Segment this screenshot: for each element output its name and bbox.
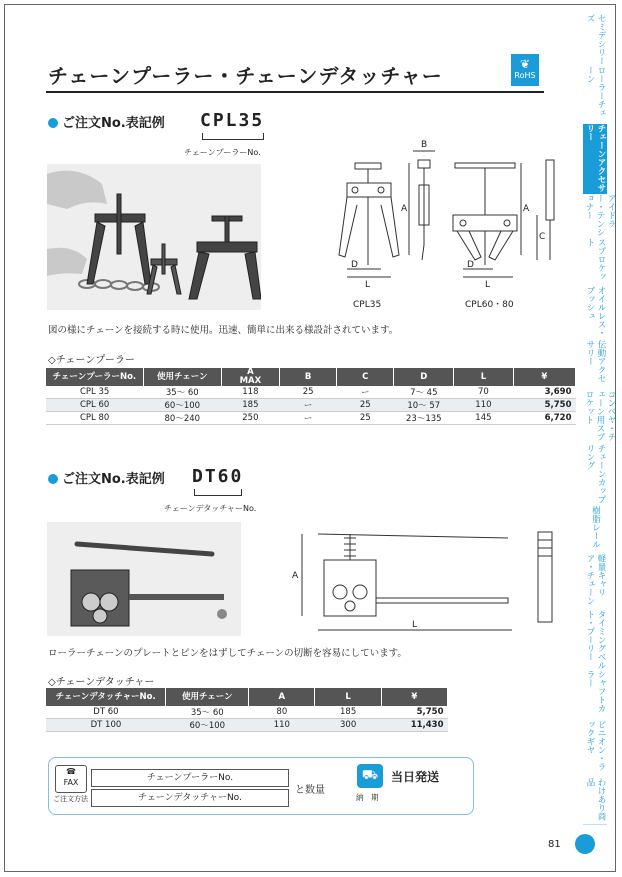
quantity-label: と数量 <box>295 785 325 796</box>
caption-cpl60-80: CPL60・80 <box>465 300 514 310</box>
sidebar-tab-roller-chain[interactable]: ローラーチェーン <box>583 66 607 125</box>
truck-icon: ⛟ <box>357 764 383 788</box>
sidebar-tab-timing-belt[interactable]: タイミングベルト・プーリー <box>585 610 606 670</box>
sidebar-tab-sprocket[interactable]: スプロケット <box>583 238 607 287</box>
table-row: CPL 80 80〜240 250 ー 25 23〜135 145 6,720 <box>46 412 576 425</box>
dim-label-l2: L <box>485 280 491 290</box>
table-row: DT 60 35〜 60 80 185 5,750 <box>46 706 448 719</box>
col-header: ¥ <box>513 368 575 386</box>
col-header: A <box>249 688 315 706</box>
chain-puller-photo <box>47 164 261 310</box>
code-bracket <box>194 489 242 496</box>
dim-label-l: L <box>412 620 418 630</box>
sidebar-tab-chain-accessory[interactable]: チェーンアクセサリー <box>583 124 607 195</box>
col-header: L <box>315 688 381 706</box>
chain-detacher-table <box>46 688 448 732</box>
col-header: C <box>337 368 394 386</box>
dim-label-c: C <box>539 232 546 242</box>
col-header: ¥ <box>381 688 447 706</box>
order-method-box <box>48 757 474 815</box>
section1-table-title: ◇チェーンプーラー <box>48 355 135 366</box>
chain-puller-diagram <box>325 135 565 315</box>
section1-description: 図の様にチェーンを接続する時に使用。迅速、簡単に出来る様設計されています。 <box>48 325 399 336</box>
dim-label-d2: D <box>467 260 474 270</box>
dim-label-a2: A <box>523 204 530 214</box>
sidebar-tab-coupling[interactable]: チェーンカップリング <box>583 444 607 507</box>
bullet-icon <box>48 474 58 484</box>
table-row: CPL 35 35〜 60 118 25 ー 7〜 45 70 3,690 <box>46 386 576 399</box>
sidebar-tab-rack-gear[interactable]: ピニオン・ラックギヤ <box>583 720 607 779</box>
section2-description: ローラーチェーンのプレートとピンをはずしてチェーンの切断を容易にしています。 <box>48 648 407 659</box>
table-row: DT 100 60〜100 110 300 11,430 <box>46 719 448 732</box>
sidebar-tab-idler[interactable]: アイドラー・テンショナー <box>583 194 607 239</box>
title-rule <box>46 91 544 93</box>
fax-caption: ご注文方法 <box>53 795 88 803</box>
dim-label-b: B <box>421 140 428 150</box>
col-header: B <box>280 368 337 386</box>
dim-label-a: A <box>401 204 408 214</box>
caption-cpl35: CPL35 <box>353 300 382 310</box>
page-title: チェーンプーラー・チェーンデタッチャー <box>48 64 443 88</box>
col-header: 使用チェーン <box>143 368 221 386</box>
chain-detacher-diagram <box>288 522 570 636</box>
page-dot <box>575 834 595 854</box>
section1-code: CPL35 <box>200 110 265 131</box>
code-bracket <box>202 133 264 140</box>
delivery-caption: 納 期 <box>356 793 379 802</box>
section2-code: DT60 <box>192 466 244 487</box>
leaf-icon: ❦ <box>519 57 531 71</box>
col-header: 使用チェーン <box>166 688 249 706</box>
sidebar-tab-resin-rail[interactable]: 樹脂レール <box>583 506 607 555</box>
sidebar-tab-oilless-bush[interactable]: オイルレス・ブッシュ <box>583 286 607 341</box>
col-header: チェーンデタッチャーNo. <box>46 688 166 706</box>
section1-code-label: チェーンプーラーNo. <box>184 148 261 157</box>
dim-label-l: L <box>365 280 371 290</box>
section2-code-label: チェーンデタッチャーNo. <box>164 504 257 513</box>
page-number: 81 <box>548 839 561 850</box>
col-header: A MAX <box>221 368 279 386</box>
col-header: チェーンプーラーNo. <box>46 368 143 386</box>
col-header: D <box>394 368 454 386</box>
sidebar-tab-transmission[interactable]: 伝動アクセサリー <box>583 340 607 391</box>
dim-label-a: A <box>292 571 299 581</box>
sidebar-tab-outlet[interactable]: わけあり商品 <box>583 778 607 825</box>
section2-table-title: ◇チェーンデタッチャー <box>48 677 155 688</box>
order-row-puller: チェーンプーラーNo. <box>91 769 289 787</box>
table-row: CPL 60 60〜100 185 ー 25 10〜 57 110 5,750 <box>46 399 576 412</box>
chain-detacher-photo <box>47 522 241 636</box>
section2-heading: ご注文No.表記例 <box>48 468 165 487</box>
bullet-icon <box>48 118 58 128</box>
order-row-detacher: チェーンデタッチャーNo. <box>91 789 289 807</box>
col-header: L <box>454 368 514 386</box>
same-day-shipping: 当日発送 <box>391 770 440 784</box>
sidebar-tab-conveyor[interactable]: コンベヤ・チェーン用スプロケット <box>583 390 607 445</box>
rohs-badge: ❦ RoHS <box>511 54 539 86</box>
chain-puller-table <box>46 368 576 425</box>
sidebar-tab-shaft-collar[interactable]: シャフトカラー <box>583 670 607 721</box>
sidebar-tab-semi-d[interactable]: セミデシリーズ <box>585 14 606 65</box>
sidebar-tab-carrier[interactable]: 軽量キャリア・チェーン <box>583 554 607 611</box>
dim-label-d: D <box>351 260 358 270</box>
section1-heading: ご注文No.表記例 <box>48 112 165 131</box>
fax-icon: ☎ FAX <box>55 765 87 793</box>
